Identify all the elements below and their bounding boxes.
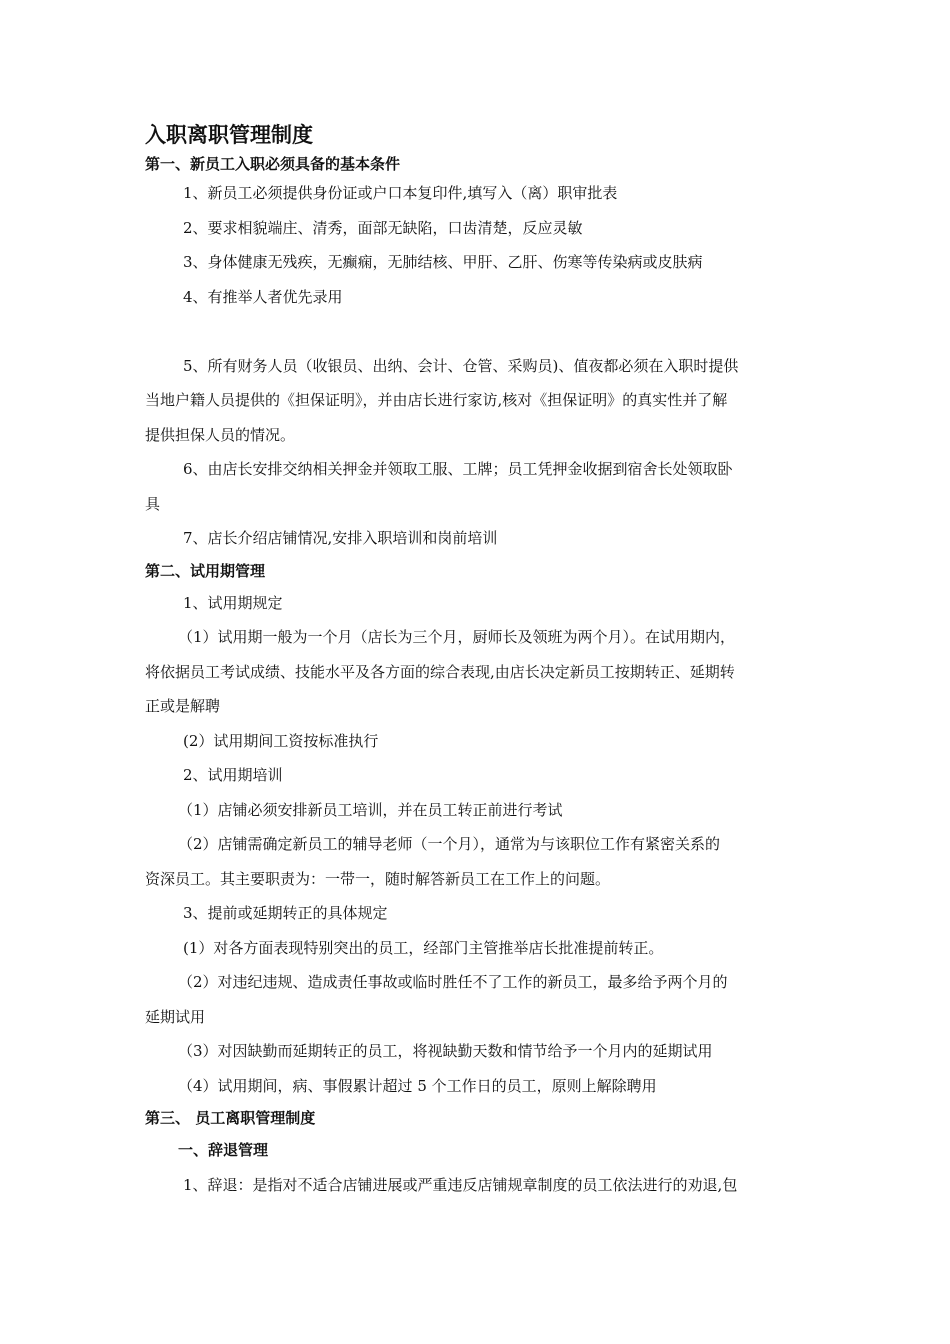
document-title: 入职离职管理制度	[145, 122, 313, 147]
paragraph: 5、所有财务人员（收银员、出纳、会计、仓管、采购员)、值夜都必须在入职时提供	[183, 356, 739, 375]
subheading-bold: 一、辞退管理	[178, 1141, 269, 1159]
paragraph: 2、要求相貌端庄、清秀，面部无缺陷，口齿清楚，反应灵敏	[183, 218, 583, 237]
paragraph: 6、由店长安排交纳相关押金并领取工服、工牌；员工凭押金收据到宿舍长处领取卧	[183, 460, 733, 478]
paragraph: 1、新员工必须提供身份证或户口本复印件,填写入（离）职审批表	[183, 184, 618, 202]
paragraph: （2）对违纪违规、造成责任事故或临时胜任不了工作的新员工，最多给予两个月的	[178, 973, 728, 991]
paragraph: （4）试用期间，病、事假累计超过 5 个工作日的员工，原则上解除聘用	[178, 1076, 657, 1095]
paragraph-continuation: 当地户籍人员提供的《担保证明》，并由店长进行家访,核对《担保证明》的真实性并了解	[145, 391, 728, 409]
paragraph: （2）店铺需确定新员工的辅导老师（一个月），通常为与该职位工作有紧密关系的	[178, 835, 721, 853]
paragraph-continuation: 资深员工。其主要职责为：一带一，随时解答新员工在工作上的问题。	[145, 869, 611, 888]
subheading: 3、提前或延期转正的具体规定	[183, 904, 388, 922]
section-2-heading: 第二、试用期管理	[145, 561, 266, 580]
paragraph: （1）试用期一般为一个月（店长为三个月，厨师长及领班为两个月）。在试用期内，	[178, 628, 736, 646]
paragraph: (2）试用期间工资按标准执行	[183, 731, 379, 750]
paragraph: （1）店铺必须安排新员工培训，并在员工转正前进行考试	[178, 800, 563, 819]
paragraph: （3）对因缺勤而延期转正的员工，将视缺勤天数和情节给予一个月内的延期试用	[178, 1042, 713, 1060]
paragraph-continuation: 将依据员工考试成绩、技能水平及各方面的综合表现,由店长决定新员工按期转正、延期转	[145, 662, 735, 681]
document-body	[145, 118, 810, 1202]
subheading: 2、试用期培训	[183, 766, 283, 784]
section-1-heading: 第一、新员工入职必须具备的基本条件	[145, 155, 401, 173]
paragraph: 1、辞退：是指对不适合店铺进展或严重违反店铺规章制度的员工依法进行的劝退,包	[183, 1175, 738, 1194]
paragraph-continuation: 具	[145, 494, 161, 513]
paragraph-continuation: 延期试用	[145, 1007, 206, 1026]
paragraph: 4、有推举人者优先录用	[183, 287, 343, 306]
paragraph-continuation: 提供担保人员的情况。	[145, 425, 296, 444]
blank-line	[145, 314, 810, 349]
paragraph: 7、店长介绍店铺情况,安排入职培训和岗前培训	[183, 529, 498, 547]
paragraph: (1）对各方面表现特别突出的员工，经部门主管推举店长批准提前转正。	[183, 938, 664, 957]
paragraph-continuation: 正或是解聘	[145, 697, 221, 715]
subheading: 1、试用期规定	[183, 593, 283, 612]
section-3-heading: 第三、 员工离职管理制度	[145, 1109, 316, 1127]
paragraph: 3、身体健康无残疾，无癫痫，无肺结核、甲肝、乙肝、伤寒等传染病或皮肤病	[183, 253, 703, 271]
